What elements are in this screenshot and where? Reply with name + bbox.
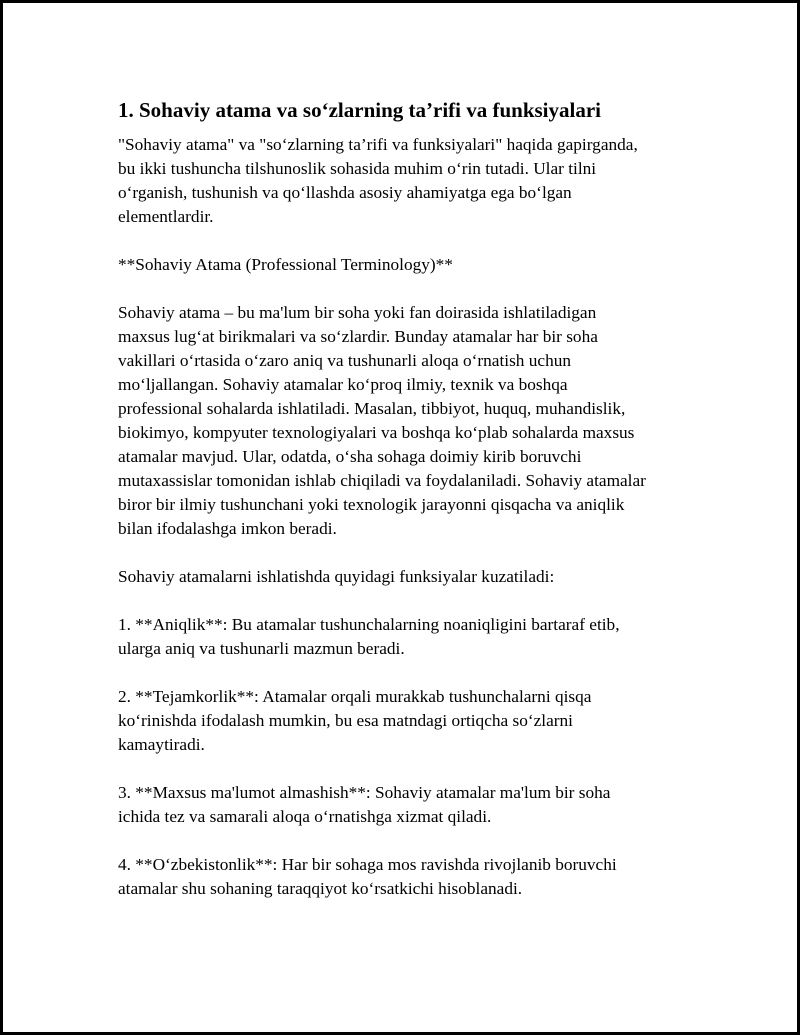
definition-paragraph: Sohaviy atama – bu ma'lum bir soha yoki fan doirasida ishlatiladigan maxsus lug‘at birikmalari va so‘zlardir. Bunday atamalar har bir soha vakillari o‘rtasida o‘zaro aniq va tushunarli aloqa o‘rnatish uchun mo‘ljallangan. Sohaviy atamalar ko‘proq ilmiy, texnik va boshqa professional sohalarda ishlatiladi. Masalan, tibbiyot, huquq, muhandislik, biokimyo, kompyuter texnologiyalari va boshqa ko‘plab sohalarda maxsus atamalar mavjud. Ular, odatda, o‘sha sohaga doimiy kirib boruvchi mutaxassislar tomonidan ishlab chiqiladi va foydalaniladi. Sohaviy atamalar biror bir ilmiy tushunchani yoki texnologik jarayonni qisqacha va aniqlik bilan ifodalashga imkon beradi.	[118, 303, 646, 538]
function-item-4: 4. **O‘zbekistonlik**: Har bir sohaga mos ravishda rivojlanib boruvchi atamalar shu sohaning taraqqiyot ko‘rsatkichi hisoblanadi.	[118, 855, 617, 898]
section-heading: 1. Sohaviy atama va so‘zlarning ta’rifi va funksiyalari	[118, 98, 602, 122]
intro-paragraph: "Sohaviy atama" va "so‘zlarning ta’rifi va funksiyalari" haqida gapirganda, bu ikki tushuncha tilshunoslik sohasida muhim o‘rin tutadi. Ular tilni o‘rganish, tushunish va qo‘llashda asosiy ahamiyatga ega bo‘lgan elementlardir.	[118, 135, 638, 226]
document-body	[118, 97, 688, 901]
function-item-2: 2. **Tejamkorlik**: Atamalar orqali murakkab tushunchalarni qisqa ko‘rinishda ifodalash mumkin, bu esa matndagi ortiqcha so‘zlarni kamaytiradi.	[118, 687, 592, 754]
function-item-3: 3. **Maxsus ma'lumot almashish**: Sohaviy atamalar ma'lum bir soha ichida tez va samarali aloqa o‘rnatishga xizmat qiladi.	[118, 783, 611, 826]
function-item-1: 1. **Aniqlik**: Bu atamalar tushunchalarning noaniqligini bartaraf etib, ularga aniq va tushunarli mazmun beradi.	[118, 615, 620, 658]
functions-intro-paragraph: Sohaviy atamalarni ishlatishda quyidagi funksiyalar kuzatiladi:	[118, 567, 555, 586]
subheading-paragraph: **Sohaviy Atama (Professional Terminology)**	[118, 255, 453, 274]
